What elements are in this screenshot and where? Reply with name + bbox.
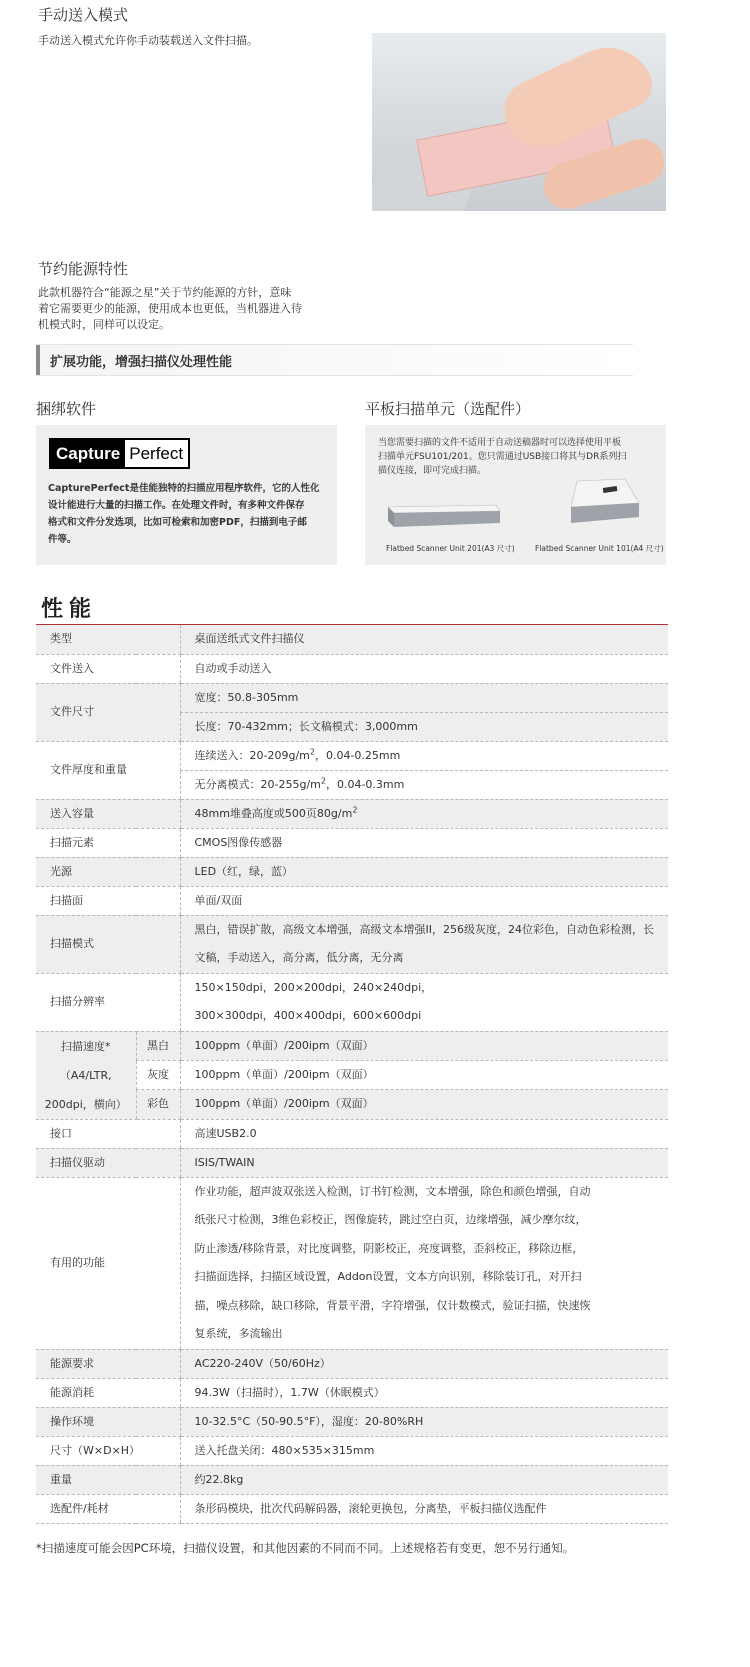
spec-label: 操作环境 xyxy=(36,1407,180,1436)
spec-label: 文件厚度和重量 xyxy=(36,741,180,799)
software-desc-line-3: 格式和文件分发选项，比如可检索和加密PDF，扫描到电子邮 xyxy=(48,517,307,528)
spec-value: AC220-240V（50/60Hz） xyxy=(180,1349,668,1378)
flatbed-desc-line-3: 描仪连接，即可完成扫描。 xyxy=(378,466,487,476)
spec-label: 类型 xyxy=(36,625,180,654)
manual-feed-photo xyxy=(372,33,666,211)
spec-value: 150×150dpi，200×200dpi，240×240dpi， 300×300dpi，400×400dpi，600×600dpi xyxy=(180,973,668,1031)
spec-sublabel: 灰度 xyxy=(136,1060,180,1089)
manual-feed-desc: 手动送入模式允许你手动装载送入文件扫描。 xyxy=(38,34,258,47)
spec-value: 单面/双面 xyxy=(180,886,668,915)
flatbed-caption-a3: Flatbed Scanner Unit 201(A3 尺寸) xyxy=(386,544,515,553)
spec-sublabel: 黑白 xyxy=(136,1031,180,1060)
spec-row-functions xyxy=(36,1177,668,1349)
spec-row-mode xyxy=(36,915,668,973)
spec-row-thickness xyxy=(36,741,668,770)
spec-value: LED（红，绿，蓝） xyxy=(180,857,668,886)
spec-row-size xyxy=(36,683,668,712)
spec-label: 光源 xyxy=(36,857,180,886)
spec-row-capacity xyxy=(36,799,668,828)
spec-table xyxy=(36,625,668,1524)
manual-feed-title: 手动送入模式 xyxy=(38,6,129,24)
spec-label: 扫描速度* （A4/LTR, 200dpi，横向） xyxy=(36,1031,136,1119)
energy-title: 节约能源特性 xyxy=(38,260,129,278)
spec-value: 高速USB2.0 xyxy=(180,1119,668,1148)
spec-label: 扫描面 xyxy=(36,886,180,915)
spec-value: 宽度：50.8-305mm xyxy=(180,683,668,712)
spec-label: 尺寸（W×D×H） xyxy=(36,1436,180,1465)
software-desc-line-4: 件等。 xyxy=(48,534,77,545)
spec-value: 作业功能，超声波双张送入检测，订书钉检测，文本增强，除色和颜色增强，自动 纸张尺寸检测，3维色彩校正，图像旋转，跳过空白页，边缘增强，减少摩尔纹， 防止渗透/移除背景，对比度调整，阴影校正，亮度调整，歪斜校正，移除边框， 扫描面选择，扫描区域设置，Addon设置，文本方向识别，移除装订孔，对开扫 描，噪点移除，缺口移除，背景平滑，字符增强，仅计数模式，验证扫描，快速恢 复系统，多流输出 xyxy=(180,1177,668,1349)
spec-row-speed-bw xyxy=(36,1031,668,1060)
software-desc-line-2: 设计能进行大量的扫描工作。在处理文件时，有多种文件保存 xyxy=(48,500,305,511)
spec-row-environment xyxy=(36,1407,668,1436)
energy-desc-line-2: 着它需要更少的能源，使用成本也更低，当机器进入待 xyxy=(38,302,302,315)
spec-row-resolution xyxy=(36,973,668,1031)
spec-label: 扫描模式 xyxy=(36,915,180,973)
spec-value: 约22.8kg xyxy=(180,1465,668,1494)
extension-banner-text: 扩展功能，增强扫描仪处理性能 xyxy=(50,355,233,370)
software-desc-line-1: CapturePerfect是佳能独特的扫描应用程序软件，它的人性化 xyxy=(48,483,320,494)
spec-value: 94.3W（扫描时），1.7W（休眠模式） xyxy=(180,1378,668,1407)
spec-row-interface xyxy=(36,1119,668,1148)
flatbed-caption-a4: Flatbed Scanner Unit 101(A4 尺寸) xyxy=(535,544,664,553)
spec-label: 能源消耗 xyxy=(36,1378,180,1407)
spec-value: 桌面送纸式文件扫描仪 xyxy=(180,625,668,654)
energy-desc-line-1: 此款机器符合“能源之星”关于节约能源的方针，意味 xyxy=(38,286,292,299)
performance-title: 性能 xyxy=(41,597,98,622)
spec-row-consumption xyxy=(36,1378,668,1407)
spec-row-driver xyxy=(36,1148,668,1177)
spec-row-weight xyxy=(36,1465,668,1494)
energy-desc-line-3: 机模式时，同样可以设定。 xyxy=(38,318,170,331)
spec-label: 文件尺寸 xyxy=(36,683,180,741)
spec-label: 有用的功能 xyxy=(36,1177,180,1349)
spec-value: 自动或手动送入 xyxy=(180,654,668,683)
spec-value: 100ppm（单面）/200ipm（双面） xyxy=(180,1060,668,1089)
spec-row-light xyxy=(36,857,668,886)
spec-label: 能源要求 xyxy=(36,1349,180,1378)
spec-row-type xyxy=(36,625,668,654)
spec-value: ISIS/TWAIN xyxy=(180,1148,668,1177)
spec-value: CMOS图像传感器 xyxy=(180,828,668,857)
spec-value: 100ppm（单面）/200ipm（双面） xyxy=(180,1031,668,1060)
spec-value: 10-32.5°C（50-90.5°F），湿度：20-80%RH xyxy=(180,1407,668,1436)
spec-label: 接口 xyxy=(36,1119,180,1148)
extension-banner xyxy=(36,344,633,376)
spec-value: 黑白，错误扩散，高级文本增强，高级文本增强II，256级灰度，24位彩色，自动色彩检测，长 文稿，手动送入，高分离，低分离，无分离 xyxy=(180,915,668,973)
flatbed-scanner-a4-image xyxy=(563,477,643,529)
spec-row-power xyxy=(36,1349,668,1378)
spec-value: 无分离模式：$20-255g/m^2$，0.04-0.3mm xyxy=(180,770,668,799)
flatbed-desc-line-1: 当您需要扫描的文件不适用于自动送稿器时可以选择使用平板 xyxy=(378,438,622,448)
flatbed-desc-line-2: 扫描单元FSU101/201。您只需通过USB接口将其与DR系列扫 xyxy=(378,452,627,462)
spec-row-options xyxy=(36,1494,668,1523)
spec-row-element xyxy=(36,828,668,857)
spec-label: 扫描仪驱动 xyxy=(36,1148,180,1177)
spec-label: 重量 xyxy=(36,1465,180,1494)
spec-row-feed xyxy=(36,654,668,683)
captureperfect-logo: Capture Perfect xyxy=(49,438,190,469)
spec-label: 选配件/耗材 xyxy=(36,1494,180,1523)
spec-label: 扫描分辨率 xyxy=(36,973,180,1031)
spec-row-dimensions xyxy=(36,1436,668,1465)
spec-value: 条形码模块，批次代码解码器，滚轮更换包，分离垫，平板扫描仪选配件 xyxy=(180,1494,668,1523)
spec-sublabel: 彩色 xyxy=(136,1090,180,1119)
spec-label: 送入容量 xyxy=(36,799,180,828)
software-title: 捆绑软件 xyxy=(36,400,97,418)
spec-label: 扫描元素 xyxy=(36,828,180,857)
flatbed-title: 平板扫描单元（选配件） xyxy=(365,400,531,418)
spec-row-side xyxy=(36,886,668,915)
spec-label: 文件送入 xyxy=(36,654,180,683)
spec-value: 100ppm（单面）/200ipm（双面） xyxy=(180,1090,668,1119)
spec-value: 连续送入：$20-209g/m^2$，0.04-0.25mm xyxy=(180,741,668,770)
spec-value: 长度：70-432mm；长文稿模式：3,000mm xyxy=(180,712,668,741)
footnote: *扫描速度可能会因PC环境，扫描仪设置，和其他因素的不同而不同。上述规格若有变更，恕不另行通知。 xyxy=(36,1541,575,1555)
flatbed-scanner-a3-image xyxy=(384,503,502,529)
spec-value: 送入托盘关闭：480×535×315mm xyxy=(180,1436,668,1465)
spec-value: 48mm堆叠高度或500页$80g/m^2$ xyxy=(180,799,668,828)
